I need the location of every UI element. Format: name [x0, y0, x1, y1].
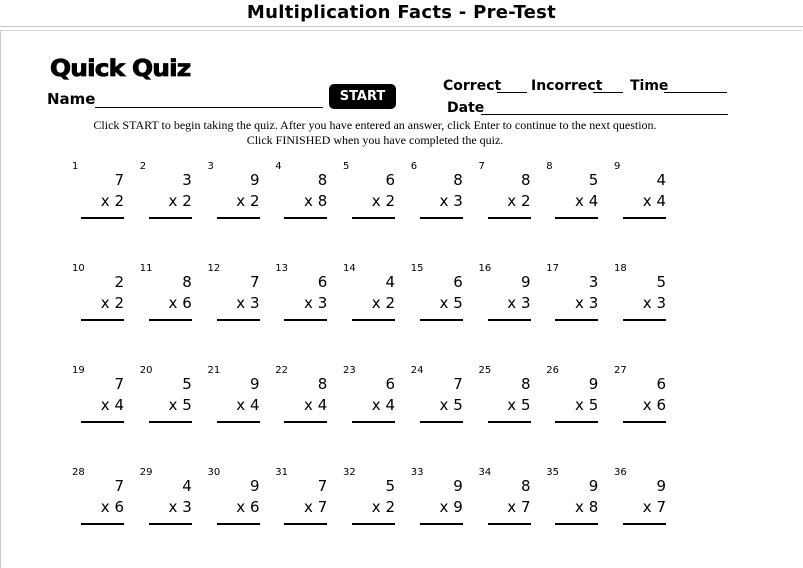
problem-number: 6	[410, 161, 418, 172]
multiplier: x 2	[507, 192, 531, 210]
problem-15	[411, 263, 471, 333]
problem-36	[614, 467, 674, 537]
multiplicand: 8	[520, 477, 531, 495]
multiplier: x 7	[642, 498, 666, 516]
problem-number: 2	[139, 161, 147, 172]
problem-number: 12	[207, 263, 221, 274]
problem-30	[208, 467, 268, 537]
multiplier: x 4	[100, 396, 124, 414]
problem-number: 11	[139, 263, 153, 274]
multiplier: x 4	[304, 396, 328, 414]
problem-12	[208, 263, 268, 333]
answer-line	[149, 319, 192, 321]
problem-number: 22	[275, 365, 288, 376]
multiplicand: 9	[588, 375, 599, 393]
answer-line	[284, 217, 327, 219]
multiplier: x 2	[100, 192, 124, 210]
problem-number: 27	[614, 365, 627, 376]
problem-number: 8	[546, 161, 553, 172]
multiplicand: 3	[182, 171, 192, 189]
problem-number: 30	[207, 467, 221, 478]
answer-line	[217, 217, 260, 219]
multiplicand: 6	[453, 273, 463, 291]
multiplicand: 8	[182, 273, 192, 291]
answer-line	[81, 421, 124, 423]
multiplier: x 6	[236, 498, 260, 516]
problem-number: 7	[478, 161, 485, 172]
multiplier: x 3	[304, 294, 328, 312]
answer-line	[555, 217, 598, 219]
date-label: Date	[447, 100, 485, 116]
answer-line	[149, 217, 192, 219]
multiplicand: 7	[317, 477, 328, 495]
problem-8	[546, 161, 606, 231]
problem-number: 33	[410, 467, 424, 478]
multiplier: x 7	[507, 498, 531, 516]
answer-line	[217, 523, 260, 525]
problem-22	[275, 365, 335, 435]
answer-line	[420, 319, 463, 321]
problem-2	[140, 161, 200, 231]
answer-line	[623, 319, 666, 321]
multiplier: x 6	[642, 396, 666, 414]
problem-6	[411, 161, 471, 231]
problem-1	[72, 161, 132, 231]
multiplier: x 2	[100, 294, 124, 312]
problem-31	[275, 467, 335, 537]
multiplicand: 9	[656, 477, 666, 495]
problem-10	[72, 263, 132, 333]
multiplier: x 3	[507, 294, 531, 312]
multiplicand: 7	[453, 375, 463, 393]
problem-number: 1	[72, 161, 79, 172]
problem-number: 20	[139, 365, 153, 376]
multiplicand: 9	[453, 477, 463, 495]
answer-line	[217, 421, 260, 423]
multiplier: x 6	[100, 498, 124, 516]
answer-line	[81, 217, 124, 219]
problem-number: 21	[207, 365, 221, 376]
problem-7	[479, 161, 539, 231]
problem-number: 32	[343, 467, 356, 478]
multiplicand: 6	[385, 171, 395, 189]
instructions-line-1: Click START to begin taking the quiz. After you have entered an answer, click Enter to continue to the next question.	[93, 118, 657, 132]
multiplicand: 7	[249, 273, 260, 291]
multiplicand: 5	[385, 477, 395, 495]
name-label: Name	[47, 90, 96, 108]
problem-number: 3	[207, 161, 214, 172]
multiplier: x 8	[304, 192, 328, 210]
problem-number: 4	[275, 161, 282, 172]
problem-32	[343, 467, 403, 537]
problem-3	[208, 161, 268, 231]
page-title: Multiplication Facts - Pre-Test	[246, 2, 557, 23]
answer-line	[623, 421, 666, 423]
page-header	[0, 0, 803, 27]
problem-35	[546, 467, 606, 537]
multiplier: x 2	[236, 192, 260, 210]
problem-25	[479, 365, 539, 435]
correct-label: Correct	[443, 78, 502, 94]
multiplicand: 3	[588, 273, 599, 291]
problem-number: 18	[614, 263, 627, 274]
answer-line	[149, 523, 192, 525]
multiplicand: 9	[520, 273, 531, 291]
problem-number: 15	[410, 263, 424, 274]
problem-27	[614, 365, 674, 435]
multiplier: x 2	[168, 192, 192, 210]
multiplier: x 3	[642, 294, 666, 312]
answer-line	[352, 217, 395, 219]
time-label: Time	[630, 78, 669, 94]
multiplicand: 7	[114, 171, 124, 189]
answer-line	[352, 319, 395, 321]
answer-line	[555, 319, 598, 321]
problem-14	[343, 263, 403, 333]
answer-line	[149, 421, 192, 423]
date-field-line	[481, 114, 728, 115]
answer-line	[217, 319, 260, 321]
multiplicand: 8	[520, 171, 531, 189]
multiplicand: 9	[249, 171, 260, 189]
multiplier: x 4	[642, 192, 666, 210]
problem-number: 19	[72, 365, 85, 376]
multiplier: x 3	[236, 294, 260, 312]
multiplier: x 5	[168, 396, 192, 414]
multiplier: x 3	[439, 192, 463, 210]
multiplier: x 9	[439, 498, 463, 516]
problem-number: 14	[343, 263, 356, 274]
multiplicand: 7	[114, 477, 124, 495]
answer-line	[420, 421, 463, 423]
problem-number: 26	[546, 365, 559, 376]
problem-number: 35	[546, 467, 559, 478]
multiplier: x 4	[236, 396, 260, 414]
multiplier: x 4	[371, 396, 395, 414]
multiplicand: 2	[114, 273, 124, 291]
problem-18	[614, 263, 674, 333]
time-field-line	[664, 92, 727, 93]
answer-line	[488, 319, 531, 321]
problem-17	[546, 263, 606, 333]
multiplicand: 6	[656, 375, 666, 393]
multiplier: x 4	[575, 192, 599, 210]
problem-number: 23	[343, 365, 356, 376]
multiplier: x 2	[371, 192, 395, 210]
problem-number: 16	[478, 263, 492, 274]
multiplicand: 8	[317, 375, 328, 393]
answer-line	[623, 523, 666, 525]
answer-line	[81, 523, 124, 525]
instructions-line-2: Click FINISHED when you have completed the quiz.	[246, 133, 504, 147]
incorrect-field-line	[593, 92, 623, 93]
multiplicand: 8	[520, 375, 531, 393]
multiplier: x 5	[575, 396, 599, 414]
multiplier: x 8	[575, 498, 599, 516]
start-button[interactable]: START	[329, 84, 396, 109]
multiplicand: 5	[182, 375, 192, 393]
problem-4	[275, 161, 335, 231]
answer-line	[555, 421, 598, 423]
problem-24	[411, 365, 471, 435]
answer-line	[352, 421, 395, 423]
multiplicand: 6	[317, 273, 328, 291]
instructions	[60, 118, 690, 148]
multiplier: x 6	[168, 294, 192, 312]
problem-number: 25	[478, 365, 492, 376]
multiplier: x 5	[439, 396, 463, 414]
answer-line	[284, 523, 327, 525]
multiplicand: 5	[588, 171, 599, 189]
problem-21	[208, 365, 268, 435]
multiplier: x 2	[371, 294, 395, 312]
problem-number: 31	[275, 467, 288, 478]
answer-line	[420, 217, 463, 219]
answer-line	[555, 523, 598, 525]
correct-field-line	[497, 92, 527, 93]
multiplicand: 4	[656, 171, 666, 189]
multiplier: x 7	[304, 498, 328, 516]
answer-line	[284, 421, 327, 423]
multiplicand: 8	[317, 171, 328, 189]
problem-5	[343, 161, 403, 231]
multiplicand: 9	[588, 477, 599, 495]
answer-line	[352, 523, 395, 525]
problem-number: 17	[546, 263, 559, 274]
multiplicand: 6	[385, 375, 395, 393]
problem-number: 10	[72, 263, 85, 274]
problem-number: 36	[614, 467, 627, 478]
answer-line	[420, 523, 463, 525]
multiplier: x 5	[507, 396, 531, 414]
problem-16	[479, 263, 539, 333]
incorrect-label: Incorrect	[531, 78, 603, 94]
problem-19	[72, 365, 132, 435]
answer-line	[488, 217, 531, 219]
problem-number: 24	[410, 365, 424, 376]
problem-number: 28	[72, 467, 85, 478]
problem-13	[275, 263, 335, 333]
multiplicand: 9	[249, 477, 260, 495]
problem-number: 13	[275, 263, 288, 274]
problem-23	[343, 365, 403, 435]
problem-33	[411, 467, 471, 537]
problem-number: 29	[139, 467, 153, 478]
problem-number: 34	[478, 467, 492, 478]
multiplier: x 2	[371, 498, 395, 516]
problem-number: 5	[343, 161, 350, 172]
problem-number: 9	[614, 161, 621, 172]
answer-line	[284, 319, 327, 321]
multiplier: x 3	[168, 498, 192, 516]
multiplicand: 9	[249, 375, 260, 393]
multiplicand: 4	[182, 477, 192, 495]
multiplier: x 5	[439, 294, 463, 312]
problem-26	[546, 365, 606, 435]
multiplicand: 7	[114, 375, 124, 393]
problem-34	[479, 467, 539, 537]
problem-20	[140, 365, 200, 435]
multiplicand: 4	[385, 273, 395, 291]
answer-line	[488, 421, 531, 423]
multiplicand: 8	[453, 171, 463, 189]
multiplier: x 3	[575, 294, 599, 312]
multiplicand: 5	[656, 273, 666, 291]
answer-line	[623, 217, 666, 219]
problem-11	[140, 263, 200, 333]
problem-9	[614, 161, 674, 231]
answer-line	[81, 319, 124, 321]
name-field-line[interactable]	[95, 107, 323, 108]
problem-28	[72, 467, 132, 537]
quick-quiz-logo: Quick Quiz	[50, 56, 191, 82]
problem-29	[140, 467, 200, 537]
answer-line	[488, 523, 531, 525]
